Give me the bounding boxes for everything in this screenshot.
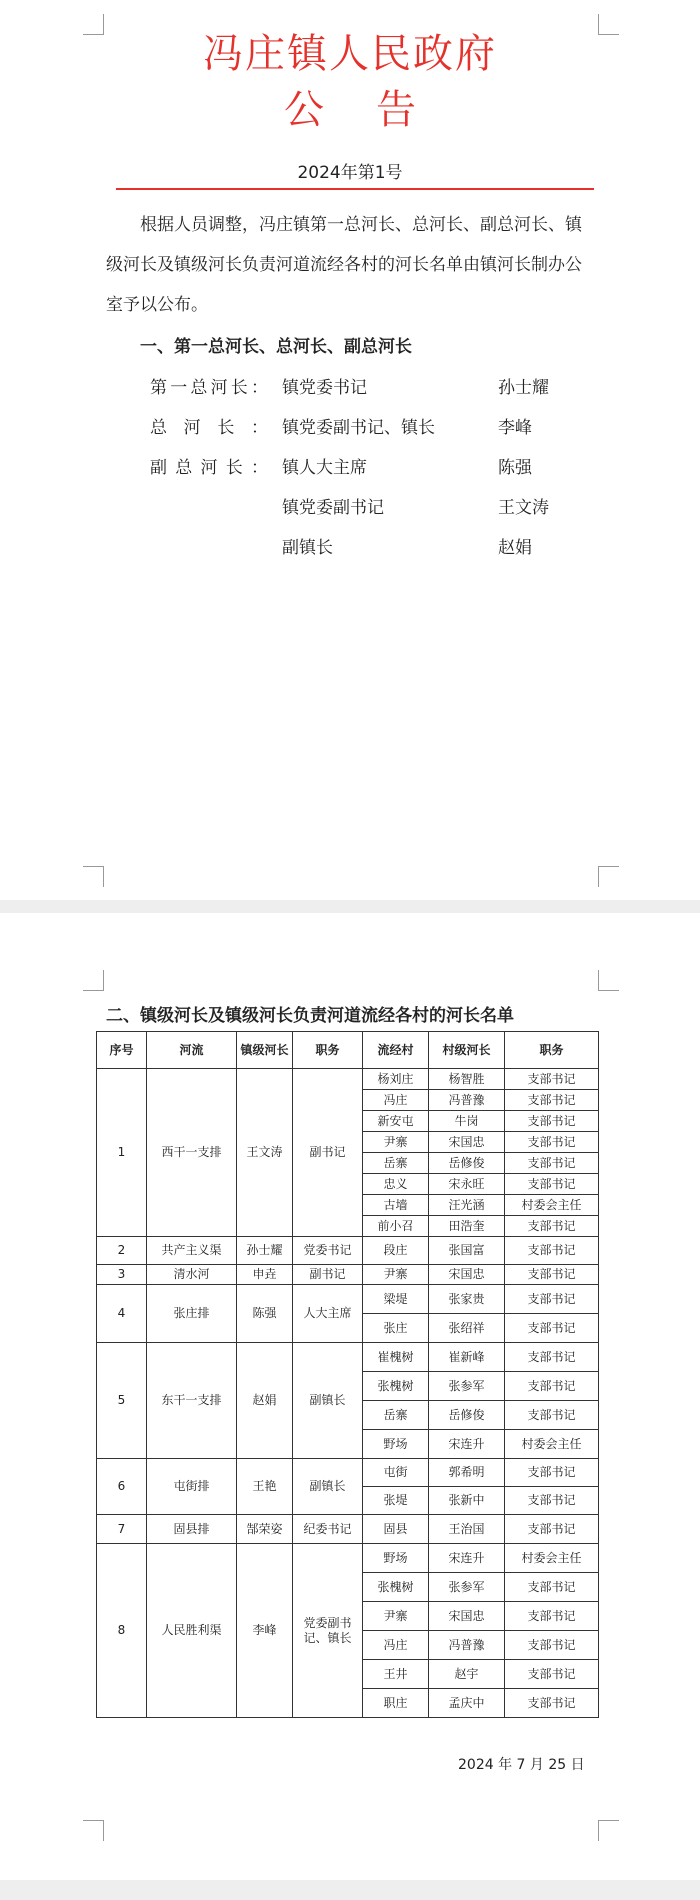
river-chief-table xyxy=(96,1031,599,1718)
leader-row xyxy=(150,453,570,477)
leader-row xyxy=(150,493,570,517)
river-no-cell: 6 xyxy=(97,1459,147,1515)
village-duty-cell: 支部书记 xyxy=(505,1174,599,1195)
village-duty-cell: 支部书记 xyxy=(505,1487,599,1515)
river-no-cell: 4 xyxy=(97,1285,147,1343)
village-duty-cell: 支部书记 xyxy=(505,1372,599,1401)
crop-mark xyxy=(598,866,619,887)
village-duty-cell: 支部书记 xyxy=(505,1153,599,1174)
table-row xyxy=(97,1285,599,1314)
village-chief-cell: 张参军 xyxy=(429,1573,505,1602)
crop-mark xyxy=(83,866,104,887)
village-chief-cell: 赵宇 xyxy=(429,1660,505,1689)
village-chief-cell: 宋国忠 xyxy=(429,1132,505,1153)
town-chief-cell: 郜荣姿 xyxy=(237,1515,293,1544)
village-cell: 梁堤 xyxy=(363,1285,429,1314)
village-duty-cell: 村委会主任 xyxy=(505,1544,599,1573)
header-cell: 职务 xyxy=(505,1032,599,1069)
village-duty-cell: 支部书记 xyxy=(505,1237,599,1265)
table-header-row xyxy=(97,1032,599,1069)
village-chief-cell: 崔新峰 xyxy=(429,1343,505,1372)
town-chief-cell: 王艳 xyxy=(237,1459,293,1515)
village-chief-cell: 冯普豫 xyxy=(429,1090,505,1111)
village-duty-cell: 支部书记 xyxy=(505,1515,599,1544)
village-chief-cell: 杨智胜 xyxy=(429,1069,505,1090)
town-chief-cell: 陈强 xyxy=(237,1285,293,1343)
village-chief-cell: 宋永旺 xyxy=(429,1174,505,1195)
town-chief-cell: 孙士耀 xyxy=(237,1237,293,1265)
header-cell: 流经村 xyxy=(363,1032,429,1069)
village-duty-cell: 支部书记 xyxy=(505,1314,599,1343)
town-duty-cell: 人大主席 xyxy=(293,1285,363,1343)
river-name-cell: 人民胜利渠 xyxy=(147,1544,237,1718)
leader-position: 镇党委书记 xyxy=(282,378,367,398)
village-cell: 屯街 xyxy=(363,1459,429,1487)
leader-row xyxy=(150,533,570,557)
village-cell: 尹寨 xyxy=(363,1602,429,1631)
village-duty-cell: 支部书记 xyxy=(505,1111,599,1132)
village-cell: 新安屯 xyxy=(363,1111,429,1132)
leader-position: 副镇长 xyxy=(282,538,333,558)
river-name-cell: 张庄排 xyxy=(147,1285,237,1343)
village-chief-cell: 张新中 xyxy=(429,1487,505,1515)
town-chief-cell: 李峰 xyxy=(237,1544,293,1718)
village-duty-cell: 支部书记 xyxy=(505,1401,599,1430)
leader-name: 王文涛 xyxy=(498,498,549,518)
town-duty-cell: 党委书记 xyxy=(293,1237,363,1265)
section1-heading: 一、第一总河长、总河长、副总河长 xyxy=(140,337,412,357)
village-cell: 固县 xyxy=(363,1515,429,1544)
village-cell: 崔槐树 xyxy=(363,1343,429,1372)
village-chief-cell: 汪光涵 xyxy=(429,1195,505,1216)
village-duty-cell: 支部书记 xyxy=(505,1132,599,1153)
leader-position: 镇人大主席 xyxy=(282,458,367,478)
red-divider xyxy=(116,188,594,190)
village-chief-cell: 牛岗 xyxy=(429,1111,505,1132)
org-title: 冯庄镇人民政府 xyxy=(203,31,497,77)
village-cell: 岳寨 xyxy=(363,1153,429,1174)
header-cell: 河流 xyxy=(147,1032,237,1069)
town-chief-cell: 申垚 xyxy=(237,1265,293,1285)
river-no-cell: 8 xyxy=(97,1544,147,1718)
river-name-cell: 屯街排 xyxy=(147,1459,237,1515)
page-gap xyxy=(0,900,700,913)
village-cell: 古墙 xyxy=(363,1195,429,1216)
village-cell: 冯庄 xyxy=(363,1090,429,1111)
header-cell: 镇级河长 xyxy=(237,1032,293,1069)
river-name-cell: 清水河 xyxy=(147,1265,237,1285)
intro-paragraph: 根据人员调整，冯庄镇第一总河长、总河长、副总河长、镇级河长及镇级河长负责河道流经各村的河长名单由镇河长制办公室予以公布。 xyxy=(106,215,582,315)
village-cell: 尹寨 xyxy=(363,1265,429,1285)
table-row xyxy=(97,1069,599,1090)
page-two xyxy=(0,913,700,1880)
river-name-cell: 西干一支排 xyxy=(147,1069,237,1237)
village-duty-cell: 支部书记 xyxy=(505,1090,599,1111)
village-duty-cell: 支部书记 xyxy=(505,1216,599,1237)
village-cell: 野场 xyxy=(363,1430,429,1459)
notice-date: 2024 年 7 月 25 日 xyxy=(458,1757,585,1773)
doc-number: 2024年第1号 xyxy=(297,163,403,183)
village-chief-cell: 冯普豫 xyxy=(429,1631,505,1660)
leader-position: 镇党委副书记 xyxy=(282,498,384,518)
leader-name: 赵娟 xyxy=(498,538,532,558)
village-chief-cell: 张国富 xyxy=(429,1237,505,1265)
leader-role: 副总河长： xyxy=(150,458,268,478)
table-row xyxy=(97,1459,599,1487)
table-row xyxy=(97,1265,599,1285)
crop-mark xyxy=(598,970,619,991)
village-cell: 王井 xyxy=(363,1660,429,1689)
river-no-cell: 7 xyxy=(97,1515,147,1544)
village-chief-cell: 孟庆中 xyxy=(429,1689,505,1718)
crop-mark xyxy=(598,1820,619,1841)
village-duty-cell: 支部书记 xyxy=(505,1265,599,1285)
village-cell: 前小召 xyxy=(363,1216,429,1237)
village-chief-cell: 张参军 xyxy=(429,1372,505,1401)
crop-mark xyxy=(83,1820,104,1841)
town-duty-cell: 副书记 xyxy=(293,1265,363,1285)
village-duty-cell: 村委会主任 xyxy=(505,1195,599,1216)
river-no-cell: 2 xyxy=(97,1237,147,1265)
table-row xyxy=(97,1343,599,1372)
village-duty-cell: 支部书记 xyxy=(505,1689,599,1718)
page-one xyxy=(0,0,700,900)
village-chief-cell: 宋连升 xyxy=(429,1544,505,1573)
leader-name: 陈强 xyxy=(498,458,532,478)
village-duty-cell: 支部书记 xyxy=(505,1602,599,1631)
village-cell: 张槐树 xyxy=(363,1573,429,1602)
river-no-cell: 5 xyxy=(97,1343,147,1459)
table-row xyxy=(97,1237,599,1265)
village-cell: 杨刘庄 xyxy=(363,1069,429,1090)
town-duty-cell: 副镇长 xyxy=(293,1459,363,1515)
village-chief-cell: 郭希明 xyxy=(429,1459,505,1487)
leader-row xyxy=(150,373,570,397)
village-chief-cell: 岳修俊 xyxy=(429,1153,505,1174)
doc-type-title: 公告 xyxy=(284,87,468,133)
section2-heading: 二、镇级河长及镇级河长负责河道流经各村的河长名单 xyxy=(106,1006,514,1026)
river-no-cell: 3 xyxy=(97,1265,147,1285)
village-cell: 张庄 xyxy=(363,1314,429,1343)
village-chief-cell: 宋国忠 xyxy=(429,1602,505,1631)
header-cell: 序号 xyxy=(97,1032,147,1069)
table-body xyxy=(97,1069,599,1718)
village-duty-cell: 支部书记 xyxy=(505,1459,599,1487)
village-cell: 尹寨 xyxy=(363,1132,429,1153)
town-duty-cell: 党委副书记、镇长 xyxy=(293,1544,363,1718)
village-chief-cell: 张家贵 xyxy=(429,1285,505,1314)
leader-name: 孙士耀 xyxy=(498,378,549,398)
leader-name: 李峰 xyxy=(498,418,532,438)
village-duty-cell: 支部书记 xyxy=(505,1573,599,1602)
town-duty-cell: 纪委书记 xyxy=(293,1515,363,1544)
village-chief-cell: 王治国 xyxy=(429,1515,505,1544)
crop-mark xyxy=(83,970,104,991)
header-cell: 职务 xyxy=(293,1032,363,1069)
town-chief-cell: 赵娟 xyxy=(237,1343,293,1459)
village-duty-cell: 支部书记 xyxy=(505,1660,599,1689)
village-duty-cell: 支部书记 xyxy=(505,1069,599,1090)
village-duty-cell: 支部书记 xyxy=(505,1343,599,1372)
town-duty-cell: 副镇长 xyxy=(293,1343,363,1459)
village-cell: 段庄 xyxy=(363,1237,429,1265)
table-row xyxy=(97,1515,599,1544)
leader-role: 第一总河长： xyxy=(150,378,268,398)
river-name-cell: 共产主义渠 xyxy=(147,1237,237,1265)
village-duty-cell: 支部书记 xyxy=(505,1285,599,1314)
village-cell: 职庄 xyxy=(363,1689,429,1718)
village-duty-cell: 村委会主任 xyxy=(505,1430,599,1459)
village-chief-cell: 宋连升 xyxy=(429,1430,505,1459)
page-gap xyxy=(0,1880,700,1900)
river-no-cell: 1 xyxy=(97,1069,147,1237)
town-chief-cell: 王文涛 xyxy=(237,1069,293,1237)
village-cell: 张槐树 xyxy=(363,1372,429,1401)
leader-role: 总河长： xyxy=(150,418,268,438)
village-chief-cell: 宋国忠 xyxy=(429,1265,505,1285)
village-chief-cell: 田浩奎 xyxy=(429,1216,505,1237)
village-chief-cell: 张绍祥 xyxy=(429,1314,505,1343)
river-name-cell: 固县排 xyxy=(147,1515,237,1544)
leader-position: 镇党委副书记、镇长 xyxy=(282,418,435,438)
river-name-cell: 东干一支排 xyxy=(147,1343,237,1459)
header-cell: 村级河长 xyxy=(429,1032,505,1069)
town-duty-cell: 副书记 xyxy=(293,1069,363,1237)
village-cell: 张堤 xyxy=(363,1487,429,1515)
village-cell: 野场 xyxy=(363,1544,429,1573)
leader-row xyxy=(150,413,570,437)
table-row xyxy=(97,1544,599,1573)
village-chief-cell: 岳修俊 xyxy=(429,1401,505,1430)
village-cell: 忠义 xyxy=(363,1174,429,1195)
village-cell: 岳寨 xyxy=(363,1401,429,1430)
village-duty-cell: 支部书记 xyxy=(505,1631,599,1660)
village-cell: 冯庄 xyxy=(363,1631,429,1660)
